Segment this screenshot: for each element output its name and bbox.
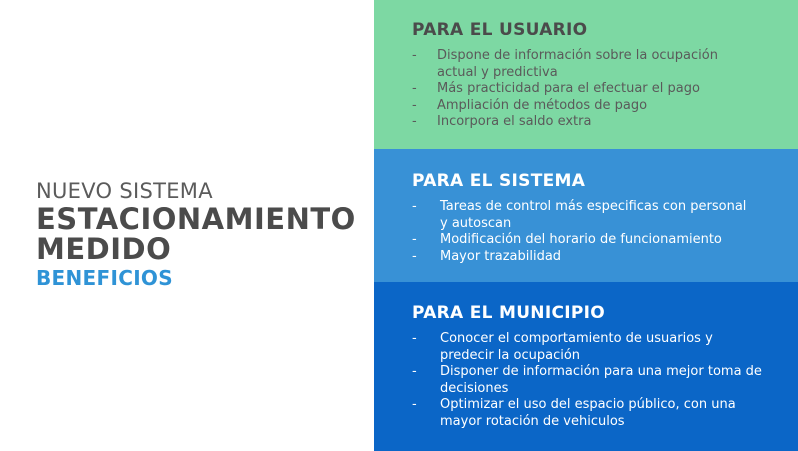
title-panel (0, 0, 374, 451)
bullet-dash: - (412, 199, 417, 214)
list-item-text: Incorpora el saldo extra (437, 114, 592, 129)
bullet-dash: - (412, 331, 417, 346)
title-subtitle: BENEFICIOS (36, 266, 173, 290)
list-item (412, 331, 762, 364)
section-heading-municipio: PARA EL MUNICIPIO (412, 303, 605, 323)
list-item-text: Modificación del horario de funcionamiento (440, 232, 722, 247)
list-item (412, 397, 762, 430)
list-item-text: Tareas de control más especificas con personal y autoscan (440, 199, 747, 231)
bullet-dash: - (412, 364, 417, 379)
bullet-dash: - (412, 248, 417, 264)
section-sistema (374, 149, 798, 282)
bullet-dash: - (412, 114, 417, 129)
title-eyebrow: NUEVO SISTEMA (36, 179, 213, 203)
title-line-2: MEDIDO (36, 232, 172, 266)
bullet-dash: - (412, 81, 417, 96)
list-item-text: Optimizar el uso del espacio público, con una mayor rotación de vehiculos (440, 397, 736, 429)
list-item (412, 249, 752, 266)
section-list-usuario (412, 48, 742, 131)
list-item-text: Disponer de información para una mejor toma de decisiones (440, 364, 762, 396)
section-heading-sistema: PARA EL SISTEMA (412, 171, 586, 191)
bullet-dash: - (412, 232, 417, 247)
list-item (412, 81, 742, 98)
list-item-text: Dispone de información sobre la ocupación actual y predictiva (437, 48, 718, 80)
list-item-text: Ampliación de métodos de pago (437, 97, 648, 113)
section-usuario (374, 0, 798, 149)
list-item (412, 199, 752, 232)
bullet-dash: - (412, 48, 417, 63)
section-list-municipio (412, 331, 762, 430)
section-municipio (374, 282, 798, 451)
list-item-text: Más practicidad para el efectuar el pago (437, 81, 700, 96)
bullet-dash: - (412, 397, 417, 412)
list-item-text: Mayor trazabilidad (440, 248, 562, 264)
section-list-sistema (412, 199, 752, 265)
list-item (412, 232, 752, 249)
section-heading-usuario: PARA EL USUARIO (412, 20, 588, 40)
list-item-text: Conocer el comportamiento de usuarios y predecir la ocupación (440, 331, 713, 363)
list-item (412, 98, 742, 115)
title-block (36, 178, 356, 290)
bullet-dash: - (412, 97, 417, 113)
list-item (412, 364, 762, 397)
title-line-1: ESTACIONAMIENTO (36, 202, 356, 236)
list-item (412, 48, 742, 81)
list-item (412, 114, 742, 131)
